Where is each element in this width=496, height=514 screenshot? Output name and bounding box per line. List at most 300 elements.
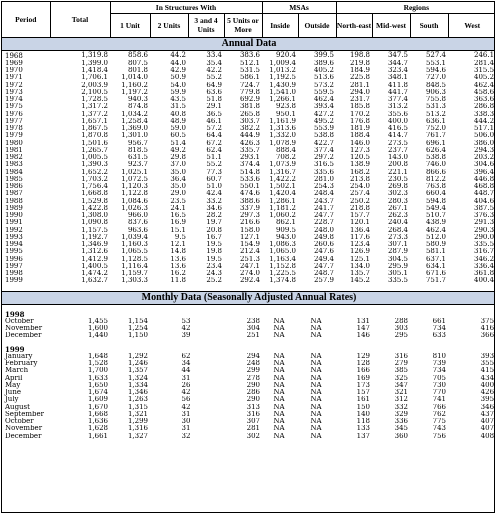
- table-row: [2, 382, 495, 389]
- table-cell: 1,652.2: [81, 168, 108, 176]
- table-cell: 1,225.5: [269, 270, 296, 277]
- table-cell: 692.9: [239, 96, 260, 103]
- table-cell: 810: [432, 352, 446, 360]
- table-cell: 1,313.6: [269, 125, 296, 132]
- table-cell: 173: [356, 381, 370, 389]
- table-cell: 1,374.8: [269, 277, 296, 285]
- table-cell: 1,668: [87, 410, 108, 418]
- row-period: 1987: [5, 190, 23, 198]
- table-cell: 250.2: [349, 197, 370, 205]
- table-cell: 416: [480, 325, 495, 332]
- table-cell: 1,324: [127, 374, 148, 382]
- table-cell: 348.1: [387, 74, 408, 82]
- table-cell: 53: [181, 317, 191, 325]
- table-cell: 956.7: [127, 139, 148, 147]
- table-cell: 538.8: [425, 154, 446, 161]
- table-cell: 145.2: [349, 277, 370, 285]
- table-cell: 1,013.2: [269, 67, 296, 74]
- table-cell: 158.0: [239, 226, 260, 234]
- row-month: December: [5, 332, 42, 340]
- table-cell: 168.2: [349, 168, 370, 176]
- row-month: January: [5, 352, 33, 360]
- table-cell: 346.2: [474, 255, 495, 263]
- table-cell: 35.0: [170, 168, 186, 176]
- table-cell: 1,706.1: [81, 74, 108, 82]
- row-period: 1988: [5, 197, 23, 205]
- table-cell: 1,308.0: [81, 212, 108, 219]
- table-cell: 633: [432, 332, 446, 340]
- table-cell: 64.9: [206, 81, 222, 89]
- table-cell: 9.5: [174, 233, 186, 241]
- table-row: [2, 82, 495, 89]
- table-cell: 291.3: [474, 219, 495, 227]
- table-cell: 510.7: [425, 212, 446, 219]
- table-cell: 538.8: [313, 132, 334, 140]
- table-cell: 438.9: [425, 219, 446, 227]
- table-cell: 462.4: [474, 81, 495, 89]
- table-cell: 265.8: [239, 110, 260, 118]
- row-period: 1983: [5, 161, 23, 169]
- table-cell: 1,870.8: [81, 132, 108, 140]
- table-cell: 307: [246, 418, 260, 425]
- table-cell: 231.7: [349, 96, 370, 103]
- table-cell: 366: [480, 332, 495, 340]
- table-cell: 262.3: [387, 212, 408, 219]
- table-cell: 1,192.5: [269, 74, 296, 82]
- table-cell: 62.4: [206, 146, 222, 154]
- table-cell: 1,122.8: [121, 190, 148, 198]
- table-cell: 636.1: [425, 117, 446, 125]
- table-cell: 1,412.9: [81, 255, 108, 263]
- table-cell: 818.5: [127, 146, 148, 154]
- table-cell: 762: [432, 410, 446, 418]
- table-cell: NA: [273, 352, 285, 360]
- table-cell: 32: [181, 432, 191, 440]
- table-cell: 281.0: [313, 175, 334, 183]
- year-label: 1998: [5, 310, 25, 318]
- table-cell: 16.2: [170, 270, 186, 277]
- table-cell: 549.4: [425, 204, 446, 212]
- monthly-data-body: [2, 291, 495, 440]
- table-cell: 260.6: [313, 241, 334, 248]
- table-cell: 316: [246, 410, 260, 418]
- table-cell: 1,197.2: [121, 88, 148, 96]
- table-cell: 1,246: [127, 360, 148, 367]
- row-period: 1970: [5, 67, 23, 74]
- table-cell: 254.3: [313, 183, 334, 190]
- table-cell: 385: [394, 367, 408, 375]
- table-cell: 1,420.4: [269, 190, 296, 198]
- table-cell: 763.8: [425, 183, 446, 190]
- table-cell: 888.4: [275, 146, 296, 154]
- table-cell: 248: [246, 360, 260, 367]
- table-cell: 269.8: [387, 183, 408, 190]
- table-cell: 1,150: [127, 332, 148, 340]
- table-cell: 1,700: [87, 367, 108, 375]
- table-cell: 393.4: [313, 103, 334, 111]
- row-period: 1986: [5, 183, 23, 190]
- table-cell: 513.6: [313, 74, 334, 82]
- row-period: 1975: [5, 103, 23, 111]
- table-cell: 1,060.2: [269, 212, 296, 219]
- table-cell: 290: [246, 396, 260, 404]
- table-cell: 29.1: [206, 103, 222, 111]
- table-cell: 1,636: [87, 418, 108, 425]
- table-cell: 150: [356, 403, 370, 411]
- table-cell: 906.3: [425, 88, 446, 96]
- table-cell: 355.6: [387, 110, 408, 118]
- table-cell: 377.4: [313, 146, 334, 154]
- table-cell: 54.0: [170, 81, 186, 89]
- row-period: 1991: [5, 219, 23, 227]
- table-cell: 462.4: [425, 226, 446, 234]
- table-cell: 512.1: [239, 59, 260, 67]
- table-cell: 1,529.8: [81, 197, 108, 205]
- table-cell: 495.2: [313, 117, 334, 125]
- table-cell: 1,357: [127, 367, 148, 375]
- table-cell: 127.3: [349, 146, 370, 154]
- row-month: June: [5, 389, 21, 396]
- table-row: [2, 418, 495, 425]
- table-cell: NA: [273, 367, 285, 375]
- row-period: 1982: [5, 154, 23, 161]
- table-cell: 203.2: [474, 154, 495, 161]
- table-cell: 581.1: [425, 248, 446, 256]
- table-cell: 734: [432, 325, 446, 332]
- table-cell: 135.7: [349, 270, 370, 277]
- table-cell: 407: [480, 418, 495, 425]
- table-row: [2, 132, 495, 139]
- row-month: November: [5, 325, 43, 332]
- table-cell: 1,161.9: [269, 117, 296, 125]
- table-cell: 1,254: [127, 325, 148, 332]
- table-cell: 514.8: [239, 168, 260, 176]
- table-cell: 278: [246, 374, 260, 382]
- table-cell: 48.9: [170, 117, 186, 125]
- row-period: 1968: [5, 51, 23, 60]
- table-row: [2, 176, 495, 183]
- table-cell: 400.4: [474, 277, 495, 285]
- table-cell: 248.4: [313, 190, 334, 198]
- table-cell: 1,632.7: [81, 277, 108, 285]
- table-cell: 739: [432, 360, 446, 367]
- table-cell: 12.1: [170, 241, 186, 248]
- table-cell: 138.9: [349, 161, 370, 169]
- table-cell: 1,084.6: [121, 197, 148, 205]
- table-cell: 157: [356, 389, 370, 396]
- table-cell: 1,650: [87, 381, 108, 389]
- col-header-northeast: North-east: [336, 13, 372, 37]
- row-month: October: [5, 418, 34, 425]
- table-cell: NA: [310, 432, 322, 440]
- table-row: [2, 140, 495, 147]
- table-cell: 426: [480, 389, 495, 396]
- table-cell: 1,160.3: [121, 241, 148, 248]
- table-cell: 923.7: [127, 161, 148, 169]
- table-cell: 133: [356, 425, 370, 433]
- table-cell: 1,026.3: [121, 204, 148, 212]
- table-cell: 770: [432, 389, 446, 396]
- table-cell: 307.1: [387, 241, 408, 248]
- year-label: 1999: [5, 345, 25, 353]
- table-cell: 1,065.0: [269, 248, 296, 256]
- table-cell: 42: [181, 403, 191, 411]
- table-cell: 11.8: [170, 277, 186, 285]
- table-cell: 321: [394, 389, 408, 396]
- table-cell: 62: [181, 352, 191, 360]
- table-cell: 1,399.0: [81, 59, 108, 67]
- col-header-period: Period: [2, 2, 50, 37]
- table-cell: 705: [432, 374, 446, 382]
- table-cell: 39: [181, 332, 191, 340]
- table-cell: 1,657.1: [81, 117, 108, 125]
- table-row: [2, 332, 495, 339]
- table-cell: NA: [310, 325, 322, 332]
- table-cell: 1,400.5: [81, 262, 108, 270]
- table-cell: 458.6: [474, 88, 495, 96]
- table-cell: 19.5: [206, 255, 222, 263]
- table-cell: 1,600: [87, 325, 108, 332]
- table-cell: 247.6: [313, 248, 334, 256]
- table-cell: 1,157.5: [81, 226, 108, 234]
- table-row: [2, 190, 495, 197]
- table-cell: 46.1: [206, 117, 222, 125]
- table-cell: 1,455: [87, 317, 108, 325]
- table-cell: 128: [356, 360, 370, 367]
- table-cell: 1,315: [127, 403, 148, 411]
- table-cell: 1,154: [127, 317, 148, 325]
- table-cell: 281.4: [474, 59, 495, 67]
- table-cell: 1,703.2: [81, 175, 108, 183]
- table-cell: 355: [480, 360, 495, 367]
- table-cell: 1,502.1: [269, 183, 296, 190]
- table-row: [2, 118, 495, 125]
- table-cell: 1,034.2: [121, 110, 148, 118]
- row-month: May: [5, 381, 21, 389]
- row-month: March: [5, 367, 29, 375]
- table-cell: 304: [246, 325, 260, 332]
- table-cell: 137: [356, 432, 370, 440]
- table-cell: 527.4: [425, 50, 446, 59]
- table-cell: 36.4: [170, 175, 186, 183]
- table-cell: 267.1: [387, 204, 408, 212]
- table-cell: 42: [181, 325, 191, 332]
- table-cell: 16.7: [206, 233, 222, 241]
- row-period: 1990: [5, 212, 23, 219]
- table-cell: 288: [394, 317, 408, 325]
- table-cell: 375: [480, 317, 495, 325]
- table-cell: 631.5: [127, 154, 148, 161]
- table-cell: 404.6: [474, 197, 495, 205]
- table-cell: 33.2: [206, 197, 222, 205]
- table-cell: 274.0: [239, 270, 260, 277]
- table-cell: 462.4: [313, 96, 334, 103]
- table-row: [2, 325, 495, 332]
- table-cell: 407: [480, 425, 495, 433]
- table-row: [2, 425, 495, 432]
- table-cell: NA: [310, 317, 322, 325]
- table-cell: 848.5: [425, 81, 446, 89]
- table-cell: 1,440: [87, 332, 108, 340]
- table-cell: 287.9: [387, 248, 408, 256]
- table-cell: NA: [273, 317, 285, 325]
- table-cell: 1,286.1: [269, 197, 296, 205]
- table-cell: 411.8: [387, 81, 408, 89]
- table-cell: 297.2: [313, 154, 334, 161]
- table-cell: 243.7: [313, 197, 334, 205]
- table-cell: 230.5: [387, 175, 408, 183]
- year-row: [2, 346, 495, 353]
- table-cell: 1,258.4: [121, 117, 148, 125]
- table-cell: 44: [181, 367, 191, 375]
- table-cell: 335.7: [239, 146, 260, 154]
- table-cell: 400: [480, 381, 495, 389]
- table-cell: 169: [356, 374, 370, 382]
- row-period: 1979: [5, 132, 23, 140]
- table-cell: 24.1: [170, 204, 186, 212]
- table-cell: 31: [181, 410, 191, 418]
- table-cell: 1,014.0: [121, 74, 148, 82]
- col-header-2-units: 2 Units: [150, 13, 188, 37]
- table-cell: 315.5: [474, 67, 495, 74]
- table-cell: 176.8: [349, 117, 370, 125]
- table-cell: 219.8: [349, 59, 370, 67]
- table-cell: 302: [246, 432, 260, 440]
- table-cell: 157.7: [349, 212, 370, 219]
- table-cell: 313.2: [387, 103, 408, 111]
- table-cell: 427.2: [313, 110, 334, 118]
- table-cell: 393: [480, 352, 495, 360]
- table-cell: 1,160.2: [121, 81, 148, 89]
- table-cell: 388.6: [239, 197, 260, 205]
- row-period: 1980: [5, 139, 23, 147]
- table-cell: NA: [273, 418, 285, 425]
- table-cell: 248.7: [313, 270, 334, 277]
- table-cell: 228.7: [313, 219, 334, 227]
- table-cell: 940.3: [127, 96, 148, 103]
- table-cell: 468.8: [474, 183, 495, 190]
- table-cell: 246.1: [474, 50, 495, 59]
- table-cell: 28.2: [206, 212, 222, 219]
- table-cell: 143.0: [387, 154, 408, 161]
- table-cell: 13.6: [170, 262, 186, 270]
- table-row: [2, 353, 495, 360]
- table-cell: NA: [310, 396, 322, 404]
- table-cell: 963.6: [127, 226, 148, 234]
- table-cell: 361.8: [474, 270, 495, 277]
- table-cell: NA: [310, 360, 322, 367]
- table-cell: 1,377.2: [81, 110, 108, 118]
- table-cell: 1,528: [87, 360, 108, 367]
- table-cell: 344.7: [387, 59, 408, 67]
- table-cell: 60.7: [206, 175, 222, 183]
- table-cell: 405.2: [313, 67, 334, 74]
- table-row: [2, 277, 495, 284]
- table-cell: 746.0: [425, 161, 446, 169]
- table-row: [2, 103, 495, 110]
- table-cell: 118: [356, 418, 370, 425]
- table-cell: 1,321: [127, 410, 148, 418]
- table-cell: 254.0: [349, 183, 370, 190]
- table-row: [2, 270, 495, 277]
- table-cell: 25.2: [206, 277, 222, 285]
- table-cell: 858.6: [127, 50, 148, 59]
- table-cell: NA: [273, 432, 285, 440]
- table-cell: 294.3: [474, 146, 495, 154]
- table-row: [2, 404, 495, 411]
- table-cell: 1,065.5: [121, 248, 148, 256]
- row-period: 1985: [5, 175, 23, 183]
- table-cell: 671.6: [425, 270, 446, 277]
- table-cell: 1,263: [127, 396, 148, 404]
- row-month: April: [5, 374, 23, 382]
- table-cell: 386.0: [474, 139, 495, 147]
- row-period: 1995: [5, 248, 23, 256]
- table-cell: 336: [394, 418, 408, 425]
- table-cell: 241.7: [313, 204, 334, 212]
- table-cell: NA: [273, 325, 285, 332]
- table-cell: 1,756.4: [81, 183, 108, 190]
- table-cell: 812.2: [425, 175, 446, 183]
- table-cell: 16.5: [170, 212, 186, 219]
- table-cell: 446.8: [474, 175, 495, 183]
- table-cell: 756: [432, 432, 446, 440]
- table-cell: 37.0: [170, 161, 186, 169]
- table-cell: 23.5: [170, 197, 186, 205]
- table-cell: 727.0: [425, 74, 446, 82]
- table-cell: 1,152.8: [269, 262, 296, 270]
- table-cell: 14.8: [170, 248, 186, 256]
- table-cell: 837.6: [127, 219, 148, 227]
- table-cell: 286.8: [474, 103, 495, 111]
- table-cell: 19.8: [206, 248, 222, 256]
- table-row: [2, 125, 495, 132]
- table-cell: 395: [480, 396, 495, 404]
- table-cell: 251: [246, 332, 260, 340]
- table-cell: 247.7: [313, 262, 334, 270]
- table-cell: 299: [246, 367, 260, 375]
- table-cell: 345: [394, 425, 408, 433]
- table-cell: 248.0: [313, 226, 334, 234]
- table-row: [2, 241, 495, 248]
- table-row: [2, 219, 495, 226]
- row-period: 1976: [5, 110, 23, 118]
- table-cell: 33.4: [206, 50, 222, 59]
- row-month: October: [5, 317, 34, 325]
- table-cell: 42.2: [206, 67, 222, 74]
- table-cell: 943.0: [275, 233, 296, 241]
- row-month: December: [5, 432, 42, 440]
- table-cell: 751.7: [425, 277, 446, 285]
- table-cell: 779.8: [239, 88, 260, 96]
- table-cell: 448.7: [474, 190, 495, 198]
- table-cell: 434: [480, 374, 495, 382]
- table-cell: 1,086.3: [269, 241, 296, 248]
- table-cell: 400.0: [387, 117, 408, 125]
- table-cell: 120.5: [349, 154, 370, 161]
- table-cell: 513.2: [425, 110, 446, 118]
- table-cell: 2,003.9: [81, 81, 108, 89]
- table-cell: 1,674: [87, 389, 108, 396]
- table-cell: 273.5: [387, 139, 408, 147]
- table-cell: 42.9: [170, 67, 186, 74]
- table-cell: 59.9: [170, 88, 186, 96]
- housing-starts-table: [2, 2, 495, 440]
- table-cell: 240.4: [387, 219, 408, 227]
- table-cell: 281: [246, 425, 260, 433]
- table-cell: 1,116.4: [121, 262, 148, 270]
- table-cell: 129: [356, 352, 370, 360]
